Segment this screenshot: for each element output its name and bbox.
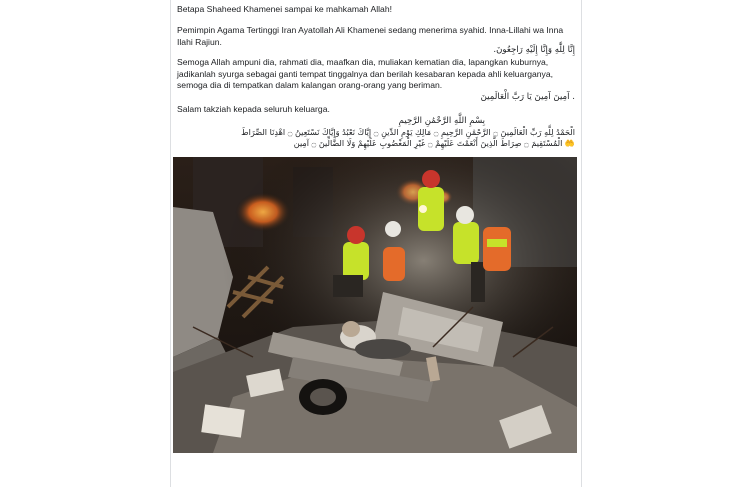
post-condolence: Salam takziah kepada seluruh keluarga.	[177, 104, 330, 114]
arabic-istirja: إِنَّا لِلَّٰهِ وَإِنَّا إِلَيْهِ رَاجِعُونَ.	[493, 45, 575, 55]
rubble-rescue-image	[173, 157, 577, 453]
arabic-fatiha-line2	[177, 138, 575, 150]
arabic-basmala: بِسْمِ اللَّهِ الرَّحْمَٰنِ الرَّحِيمِ	[398, 116, 485, 126]
arabic-amin: . آمِينَ آمِينَ يَا رَبَّ الْعَالَمِينَ	[480, 92, 575, 102]
post-headline: Betapa Shaheed Khamenei sampai ke mahkamah Allah!	[177, 4, 392, 14]
post-photo[interactable]	[173, 157, 577, 453]
prayer-hands-emoji: 🤲	[564, 138, 575, 148]
facebook-post	[170, 0, 582, 487]
post-prayer: Semoga Allah ampuni dia, rahmati dia, maafkan dia, muliakan kematian dia, lapangkan kuburnya, jadikanlah syurga sebagai ganti tempat tinggalnya dan berilah kesabaran kepada ahli keluarganya, semoga dia di tempatkan dalam kalangan orang-orang yang beriman.	[177, 57, 553, 90]
arabic-fatiha-line2-text: الْمُسْتَقِيمَ ۝ صِرَاطَ الَّذِينَ أَنْعَمْتَ عَلَيْهِمْ ۝ غَيْرِ الْمَغْضُوبِ عَلَيْهِمْ وَلَا الضَّالِّينَ ۝ آمِين	[293, 138, 563, 148]
arabic-fatiha-line1: الْحَمْدُ لِلَّهِ رَبِّ الْعَالَمِينَ ۝ الرَّحْمَٰنِ الرَّحِيمِ ۝ مَالِكِ يَوْمِ الدِّينِ ۝ إِيَّاكَ نَعْبُدُ وَإِيَّاكَ نَسْتَعِينُ ۝ اهْدِنَا الصِّرَاطَ	[241, 127, 575, 137]
rescuer-5	[483, 227, 511, 271]
post-intro: Pemimpin Agama Tertinggi Iran Ayatollah Ali Khamenei sedang menerima syahid. Inna-Lillahi wa Inna Ilahi Rajiun.	[177, 25, 564, 47]
